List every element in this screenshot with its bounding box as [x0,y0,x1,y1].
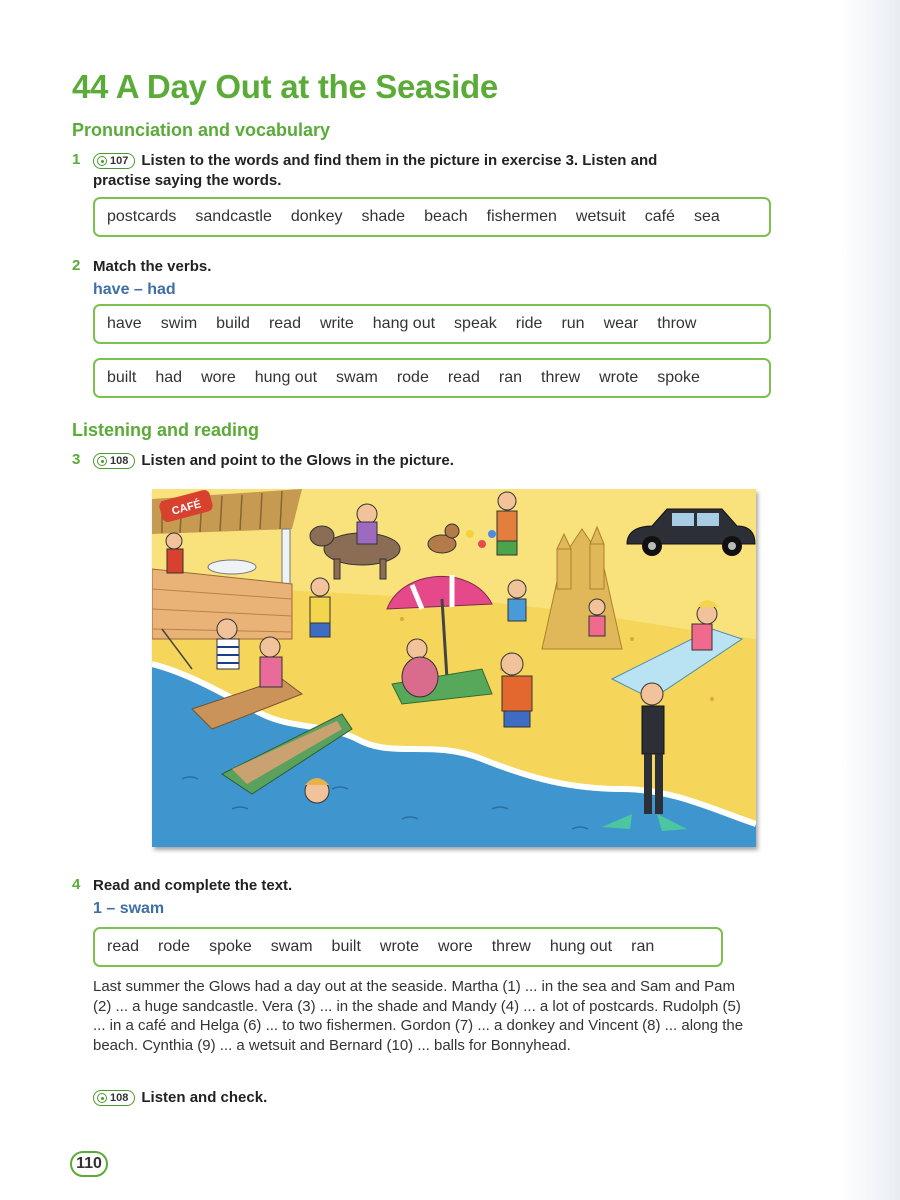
past-verb: rode [396,369,429,386]
audio-track-button[interactable]: 108 [93,453,135,469]
audio-track-button[interactable]: 107 [93,153,135,169]
cd-icon [97,156,107,166]
verb-choice: hung out [549,938,613,955]
verb-choice: built [331,938,361,955]
vocabulary-word: shade [361,208,406,225]
past-verb: hung out [254,369,318,386]
vocabulary-word-box [93,197,771,237]
present-verbs-box [93,304,771,344]
page-number: 110 [70,1151,108,1177]
verb-choice: spoke [209,938,252,955]
exercise-2-example: have – had [93,281,176,298]
past-verb: swam [336,369,378,386]
verb-choice: wore [438,938,473,955]
exercise-3-number: 3 [72,451,81,468]
gap-fill-text: Last summer the Glows had a day out at the seaside. Martha (1) ... in the sea and Sam and Pam (2) ... a huge sandcastle. Vera (3) ... in the shade and Mandy (4) ... a lot of postcards. Rudolph (5) ... in a café and Helga (6) ... to two fishermen. Gordon (7) ... a donkey and Vincent (8) ... along the beach. Cynthia (9) ... a wetsuit and Bernard (10) ... balls for Bonnyhead. [93,978,744,1054]
vocabulary-word: beach [424,208,468,225]
present-verb: build [216,315,250,332]
exercise-2-number: 2 [72,257,81,274]
past-verb: threw [541,369,581,386]
present-verb: write [319,315,354,332]
present-verb: swim [160,315,198,332]
cd-icon [97,456,107,466]
past-verb: read [447,369,480,386]
present-verb: throw [657,315,697,332]
present-verb: hang out [372,315,436,332]
past-verb: spoke [657,369,700,386]
present-verb: ride [515,315,543,332]
exercise-1-number: 1 [72,151,81,168]
verb-choice: rode [158,938,191,955]
present-verb: read [268,315,301,332]
exercise-4-instruction: Read and complete the text. [93,877,293,894]
exercise-4-number: 4 [72,876,81,893]
present-verb: wear [603,315,639,332]
vocabulary-word: postcards [107,208,177,225]
past-verb: wrote [599,369,639,386]
verb-choice: ran [631,938,655,955]
section-heading-listening: Listening and reading [72,420,260,440]
exercise-4-example: 1 – swam [93,900,165,917]
verb-choice: threw [491,938,531,955]
present-verb: have [107,315,142,332]
cd-icon [97,1093,107,1103]
exercise-3-instruction: 108 Listen and point to the Glows in the picture. [93,451,454,471]
exercise-2-instruction: Match the verbs. [93,258,212,275]
verb-choice: read [107,938,140,955]
vocabulary-word: café [644,208,675,225]
page-edge-shadow [840,0,900,1200]
past-verb: built [107,369,137,386]
vocabulary-word: sandcastle [195,208,272,225]
verb-choice-box [93,927,723,967]
present-verb: speak [454,315,497,332]
past-verb: wore [201,369,236,386]
past-verb: had [155,369,183,386]
exercise-1-instruction: 107 Listen to the words and find them in the picture in exercise 3. Listen and practise saying the words. [93,152,658,189]
vocabulary-word: fishermen [486,208,557,225]
listen-and-check: 108 Listen and check. [93,1088,267,1108]
verb-choice: swam [270,938,313,955]
past-verbs-box [93,358,771,398]
vocabulary-word: sea [693,208,720,225]
audio-track-button[interactable]: 108 [93,1090,135,1106]
seaside-illustration [152,489,756,847]
vocabulary-word: wetsuit [575,208,626,225]
cafe-sign: CAFÉ [170,498,203,518]
verb-choice: wrote [379,938,420,955]
section-heading-pronunciation: Pronunciation and vocabulary [72,120,331,140]
present-verb: run [561,315,585,332]
vocabulary-word: donkey [290,208,343,225]
past-verb: ran [498,369,522,386]
unit-title: 44 A Day Out at the Seaside [72,68,498,105]
